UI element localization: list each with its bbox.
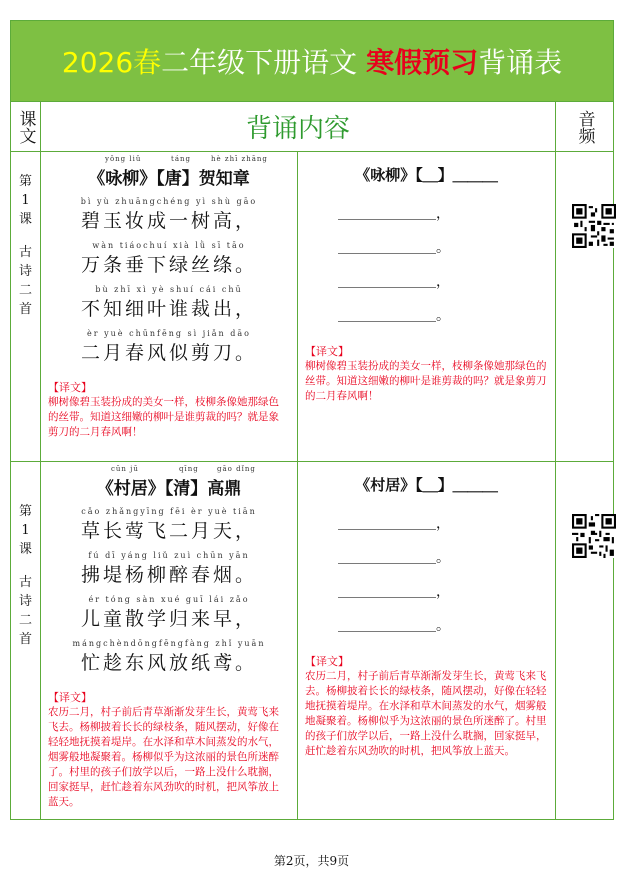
header-audio [555, 101, 613, 151]
lesson-char: 1 [21, 193, 30, 208]
poem-line: 儿童散学归来早， [80, 608, 257, 630]
poem-title [41, 155, 297, 189]
translation-text: 农历二月，村子前后青草渐渐发芽生长，黄莺飞来飞去。杨柳披着长长的绿枝条，随风摆动，好像在轻轻地抚摸着堤岸。在水泽和草木间蒸发的水气，烟雾般地凝聚着。杨柳似乎为这浓丽的景色所迷醉了。村里的孩子们放学以后，一路上没什么耽搁，回家挺早，赶忙趁着东风劲吹的时机，把风筝放上蓝天。 [305, 670, 547, 757]
poem-line: 拂堤杨柳醉春烟。 [80, 564, 257, 586]
page-footer: 第2页，共9页 [273, 854, 350, 868]
lesson-char: 古 [18, 575, 32, 590]
title-highlight: 寒假预习 [366, 46, 479, 79]
blank-line[interactable]: ＿＿＿＿＿＿＿， [338, 206, 450, 222]
section-row-2 [11, 461, 613, 819]
translation-label: 【译文】 [305, 655, 349, 668]
recitation-panel [298, 152, 555, 461]
qr-code-icon[interactable] [572, 514, 616, 558]
audio-cell [555, 462, 613, 819]
pinyin-line: mángchèndōngfēngfàng zhǐ yuān [72, 639, 266, 648]
blank-line[interactable]: ＿＿＿＿＿＿＿。 [338, 308, 450, 324]
translation-label: 【译文】 [48, 381, 92, 394]
translation-label: 【译文】 [305, 345, 349, 358]
pinyin-line: bì yù zhuāngchéng yì shù gāo [80, 197, 258, 206]
lesson-char: 第 [18, 504, 32, 519]
poem-panel [41, 462, 298, 819]
poem-title-text: 《村居》【清】高鼎 [96, 479, 242, 499]
pinyin-line: èr yuè chūnfēng sì jiǎn dāo [87, 329, 251, 338]
title-pinyin: gāo dǐng [217, 465, 256, 473]
header-audio-label: 音频 [574, 109, 595, 144]
title-grade: 二年级下册语文 [161, 46, 358, 79]
title-bar [11, 21, 613, 101]
title-pinyin: táng [171, 155, 191, 163]
blank-line[interactable]: ＿＿＿＿＿＿＿， [338, 516, 450, 532]
poem-line: 碧玉妆成一树高， [80, 210, 257, 232]
pinyin-line: cǎo zhǎngyīng fēi èr yuè tiān [81, 507, 257, 516]
lesson-char: 二 [18, 283, 32, 298]
poem-line: 草长莺飞二月天， [80, 520, 257, 542]
qr-code-icon[interactable] [572, 204, 616, 248]
blank-line[interactable]: ＿＿＿＿＿＿＿， [338, 584, 450, 600]
title-tail: 背诵表 [478, 46, 563, 79]
lesson-char: 古 [18, 245, 32, 260]
lesson-label [11, 152, 41, 461]
blank-line[interactable]: ＿＿＿＿＿＿＿。 [338, 240, 450, 256]
poem-title-text: 《咏柳》【唐】贺知章 [88, 169, 250, 189]
header-lesson [11, 101, 41, 151]
title-pinyin: cūn jū [111, 465, 139, 473]
recitation-panel [298, 462, 555, 819]
title-pinyin: yǒng liǔ [105, 155, 142, 163]
lesson-char: 1 [21, 523, 30, 538]
header-lesson-label: 课文 [15, 109, 36, 144]
poem-panel [41, 152, 298, 461]
blank-title: 《咏柳》【＿】＿＿＿ [355, 166, 498, 184]
lesson-char: 第 [18, 174, 32, 189]
audio-cell [555, 152, 613, 461]
translation-label: 【译文】 [48, 691, 92, 704]
title-pinyin: qīng [179, 465, 199, 473]
lesson-char: 课 [18, 212, 32, 227]
poem-title [41, 465, 297, 499]
pinyin-line: ér tóng sàn xué guī lái zǎo [88, 595, 250, 604]
pinyin-line: fú dī yáng liǔ zuì chūn yān [88, 551, 250, 560]
lesson-char: 首 [18, 632, 32, 647]
blank-line[interactable]: ＿＿＿＿＿＿＿， [338, 274, 450, 290]
pinyin-line: wàn tiáochuí xià lǜ sī tāo [92, 241, 246, 250]
lesson-char: 诗 [18, 264, 32, 279]
lesson-char: 首 [18, 302, 32, 317]
poem-line: 二月春风似剪刀。 [80, 342, 257, 364]
blank-title: 《村居》【＿】＿＿＿ [355, 476, 498, 494]
title-pinyin: hè zhī zhāng [211, 155, 268, 163]
title-year: 2026春 [61, 46, 162, 79]
lesson-char: 诗 [18, 594, 32, 609]
section-row-1 [11, 151, 613, 461]
page-title [62, 41, 562, 81]
lesson-label [11, 462, 41, 819]
translation-text: 农历二月，村子前后青草渐渐发芽生长，黄莺飞来飞去。杨柳披着长长的绿枝条，随风摆动，好像在轻轻地抚摸着堤岸。在水泽和草木间蒸发的水气，烟雾般地凝聚着。杨柳似乎为这浓丽的景色所迷醉了。村里的孩子们放学以后，一路上没什么耽搁，回家挺早，赶忙趁着东风劲吹的时机，把风筝放上蓝天。 [48, 706, 279, 808]
worksheet [10, 20, 614, 820]
translation-text: 柳树像碧玉装扮成的美女一样，枝柳条像她那绿色的丝带。知道这细嫩的柳叶是谁剪裁的吗？就是象剪刀的二月春风啊！ [48, 396, 279, 438]
poem-line: 忙趁东风放纸鸢。 [80, 652, 257, 674]
blank-line[interactable]: ＿＿＿＿＿＿＿。 [338, 618, 450, 634]
header-content: 背诵内容 [41, 101, 555, 151]
lesson-char: 二 [18, 613, 32, 628]
pinyin-line: bù zhī xì yè shuí cái chū [95, 285, 243, 294]
lesson-char: 课 [18, 542, 32, 557]
translation-text: 柳树像碧玉装扮成的美女一样，枝柳条像她那绿色的丝带。知道这细嫩的柳叶是谁剪裁的吗？就是象剪刀的二月春风啊！ [305, 360, 547, 402]
poem-line: 不知细叶谁裁出， [80, 298, 257, 320]
poem-line: 万条垂下绿丝绦。 [80, 254, 257, 276]
blank-line[interactable]: ＿＿＿＿＿＿＿。 [338, 550, 450, 566]
